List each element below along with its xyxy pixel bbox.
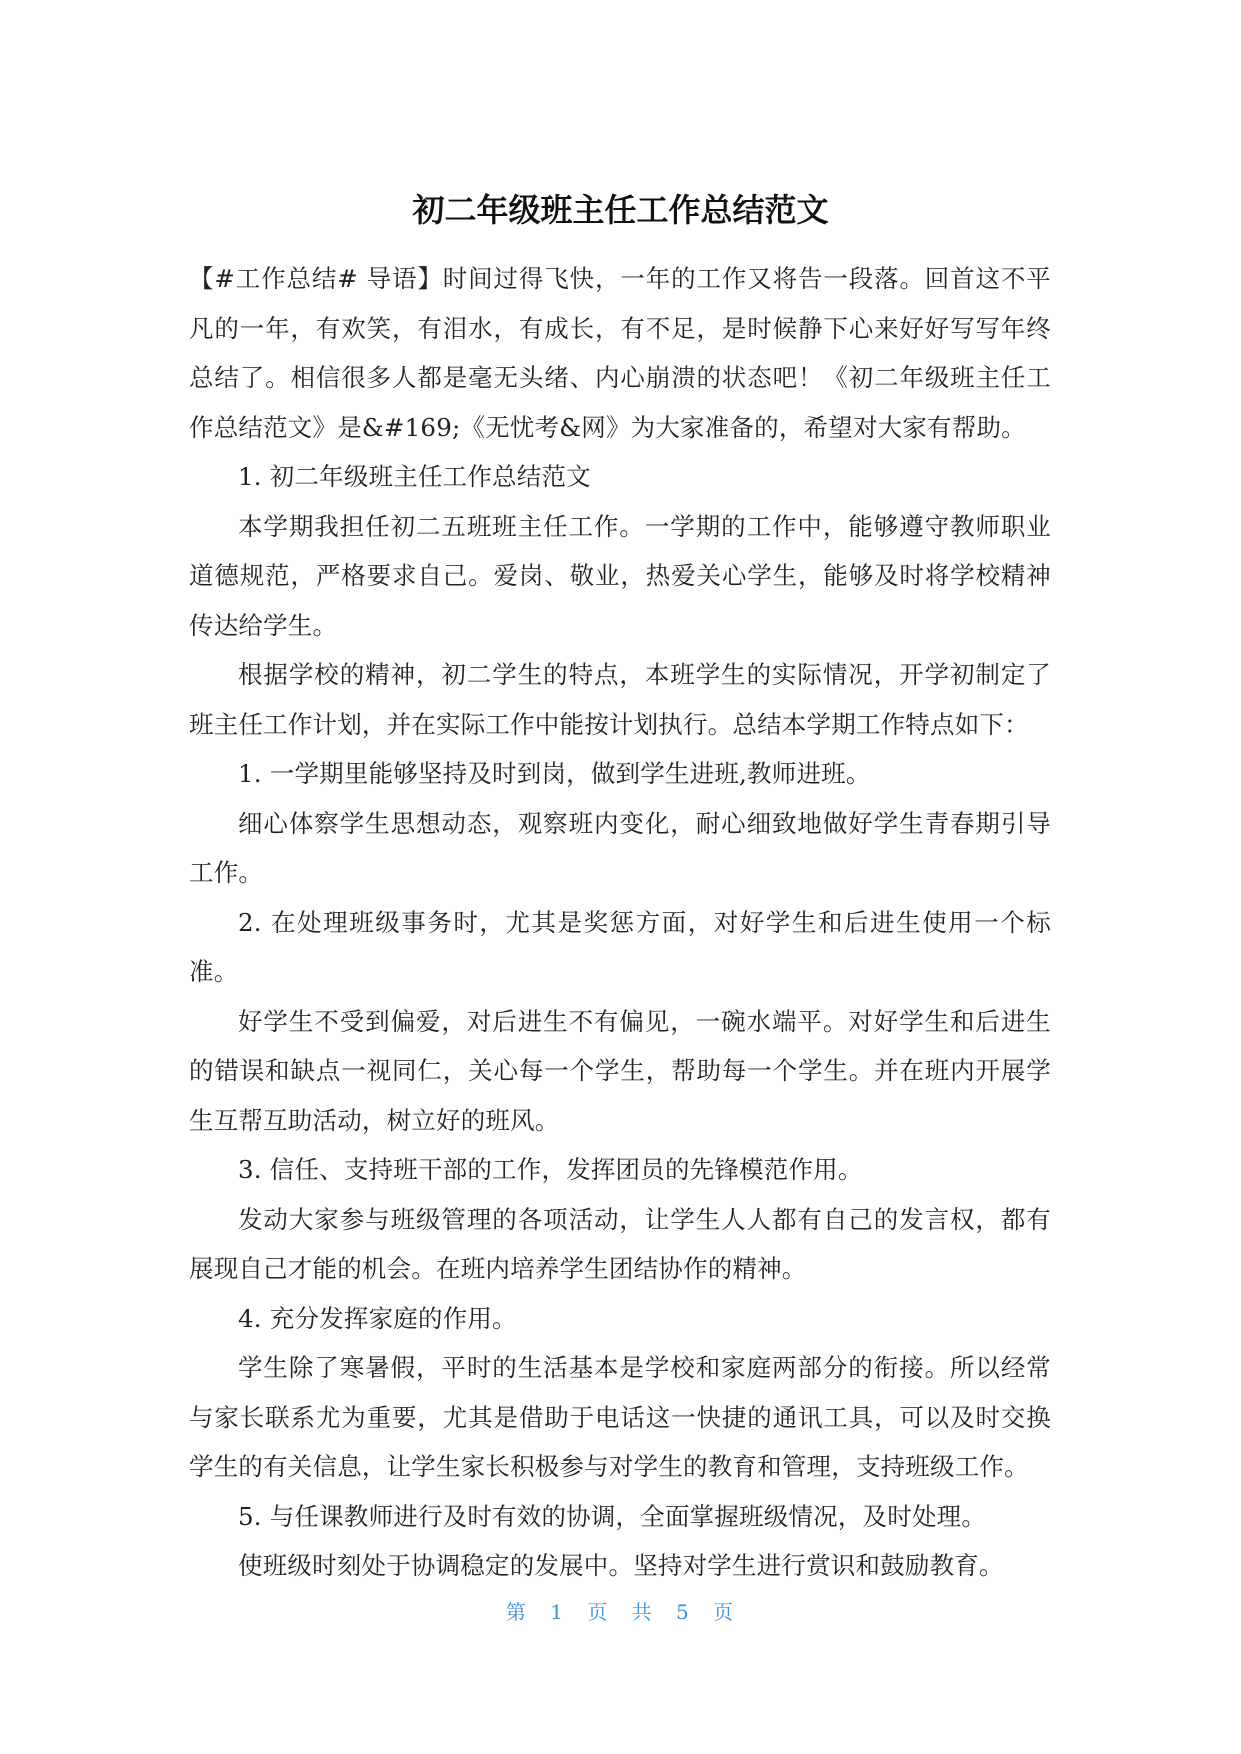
page-number-footer: 第 1 页 共 5 页 — [505, 1600, 736, 1624]
list-point: 2. 在处理班级事务时，尤其是奖惩方面，对好学生和后进生使用一个标准。 — [189, 907, 1051, 986]
body-paragraph: 发动大家参与班级管理的各项活动，让学生人人都有自己的发言权，都有展现自己才能的机会。在班内培养学生团结协作的精神。 — [189, 1204, 1051, 1283]
list-point: 5. 与任课教师进行及时有效的协调，全面掌握班级情况，及时处理。 — [238, 1501, 987, 1531]
body-paragraph: 使班级时刻处于协调稳定的发展中。坚持对学生进行赏识和鼓励教育。 — [238, 1551, 1004, 1580]
intro-paragraph: 【#工作总结# 导语】时间过得飞快，一年的工作又将告一段落。回首这不平凡的一年，有欢笑，有泪水，有成长，有不足，是时候静下心来好好写写年终总结了。相信很多人都是毫无头绪、内心崩溃的状态吧！《初二年级班主任工作总结范文》是&#169;《无忧考&网》为大家准备的，希望对大家有帮助。 — [189, 264, 1051, 442]
body-paragraph: 学生除了寒暑假，平时的生活基本是学校和家庭两部分的衔接。所以经常与家长联系尤为重要，尤其是借助于电话这一快捷的通讯工具，可以及时交换学生的有关信息，让学生家长积极参与对学生的教育和管理，支持班级工作。 — [189, 1353, 1051, 1481]
body-paragraph: 根据学校的精神，初二学生的特点，本班学生的实际情况，开学初制定了班主任工作计划，并在实际工作中能按计划执行。总结本学期工作特点如下： — [189, 660, 1051, 739]
document-body — [189, 254, 1051, 1591]
body-paragraph: 细心体察学生思想动态，观察班内变化，耐心细致地做好学生青春期引导工作。 — [189, 808, 1051, 887]
body-paragraph: 本学期我担任初二五班班主任工作。一学期的工作中，能够遵守教师职业道德规范，严格要求自己。爱岗、敬业，热爱关心学生，能够及时将学校精神传达给学生。 — [189, 511, 1051, 640]
list-point: 1. 一学期里能够坚持及时到岗，做到学生进班,教师进班。 — [238, 759, 871, 788]
list-point: 4. 充分发挥家庭的作用。 — [238, 1303, 517, 1333]
section-heading: 1. 初二年级班主任工作总结范文 — [238, 462, 591, 491]
body-paragraph: 好学生不受到偏爱，对后进生不有偏见，一碗水端平。对好学生和后进生的错误和缺点一视同仁，关心每一个学生，帮助每一个学生。并在班内开展学生互帮互助活动，树立好的班风。 — [189, 1006, 1051, 1135]
list-point: 3. 信任、支持班干部的工作，发挥团员的先锋模范作用。 — [238, 1155, 863, 1184]
document-title: 初二年级班主任工作总结范文 — [412, 191, 829, 229]
